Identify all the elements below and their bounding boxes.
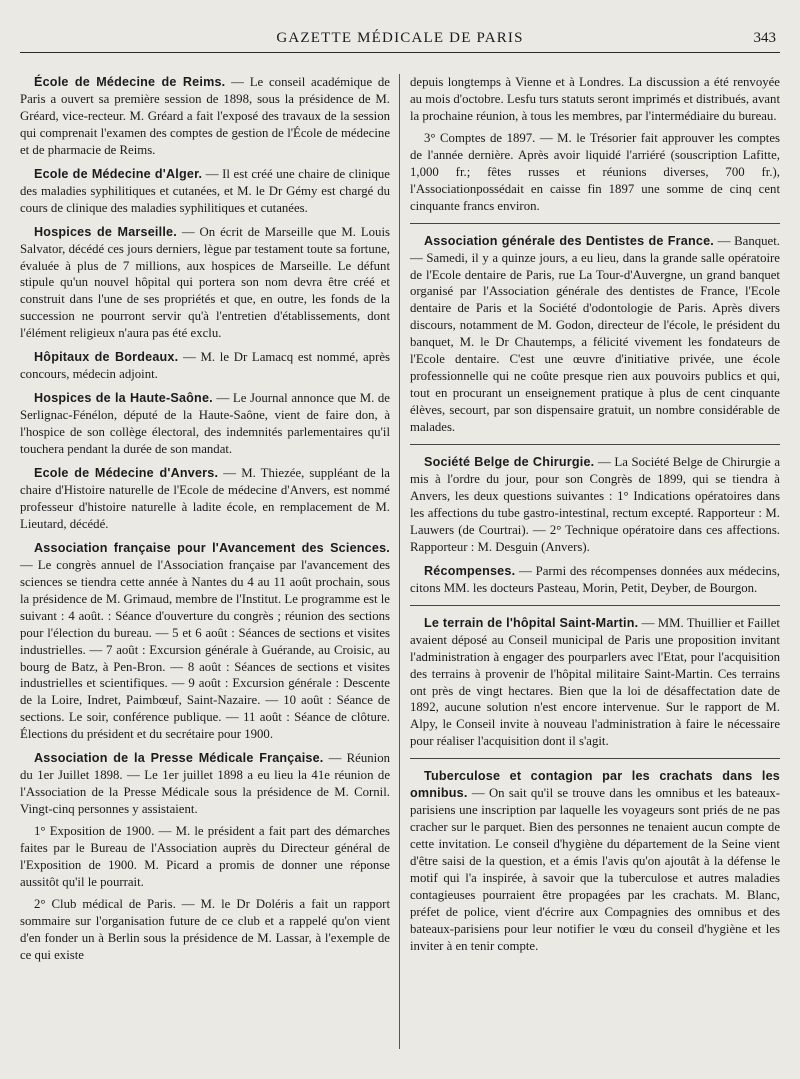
article-headline: Ecole de Médecine d'Alger. (34, 166, 203, 181)
right-column (410, 74, 780, 1071)
article-societe-belge-chirurgie (410, 454, 780, 556)
article-body: — Il est créé une chaire de clinique des maladies syphilitiques et cutanées, et M. le Dr Gémy est chargé du cours de clinique des maladies syphilitiques et cutanées. (20, 166, 390, 215)
article-club-medical (20, 896, 390, 964)
article-headline: Ecole de Médecine d'Anvers. (34, 466, 219, 481)
article-body: — Banquet. — Samedi, il y a quinze jours, a eu lieu, dans la grande salle opératoire de l'Ecole dentaire de Paris, rue La Tour-d'Auvergne, un grand banquet organisé par l'Association générale des dentistes de France, l'Ecole dentaire de Paris et la Société d'odontologie de Paris. Après divers discours, notamment de M. Godon, directeur de l'école, le président du banquet, M. le Dr Chautemps, a félicité vivement les fondateurs de l'Ecole dentaire. C'est une œuvre d'initiative privée, une école professionnelle qui ne coûte presque rien aux pouvoirs publics et qui, tout en procurant un enseignement pratique à plus de cent cinquante élèves, secourt, par son dispensaire gratuit, un nombre considérable de malades. (410, 233, 780, 435)
article-body: — M. Thiezée, suppléant de la chaire d'Histoire naturelle de l'Ecole de médecine d'Anvers, est nommé professeur d'histoire naturelle à ladite école, en remplacement de M. Lieutard, décédé. (20, 466, 390, 531)
article-headline: Association générale des Dentistes de France. (424, 233, 714, 248)
article-separator (410, 605, 780, 606)
article-headline: Hospices de Marseille. (34, 224, 177, 239)
article-association-avancement-sciences (20, 540, 390, 743)
article-body: — Le congrès annuel de l'Association française par l'avancement des sciences se tiendra cette année à Nantes du 4 au 11 août prochain, sous la présidence de M. Grimaud, membre de l'Institut. Le programme est le suivant : 4 août. : Séance d'ouverture du congrès ; réunion des sections pour l'élection du bureau. — 5 et 6 août : Séances de sections et visites industrielles. — 7 août : Excursion générale à Guérande, au Croisic, au bourg de Batz, à Pen-Bron. — 8 août : Séances de sections et visites industrielles et scientifiques. — 9 août : Excursion générale : Descente de la Loire, Indret, Paimbœuf, Saint-Nazaire. — 10 août : Séance de sections. Le soir, conférence publique. — 11 août : Séance de clôture. Élections du président et du secrétaire pour 1900. (20, 557, 390, 742)
article-hospices-marseille (20, 224, 390, 343)
article-body: — M. le Dr Lamacq est nommé, après concours, médecin adjoint. (20, 350, 390, 382)
article-body: — On écrit de Marseille que M. Louis Salvator, décédé ces jours derniers, lègue par testament toute sa fortune, évaluée à plus de 7 millions, aux hospices de Marseille. Le défunt stipule qu'un nouvel hôpital qui portera son nom devra être créé et construit dans l'une de ses propriétés et que, en outre, les fonds de la succession ne pourront servir qu'à l'entretien d'établissements, dont l'élément religieux n'aura pas été exclu. (20, 224, 390, 341)
running-title: GAZETTE MÉDICALE DE PARIS (276, 30, 524, 46)
article-body: — Parmi des récompenses données aux médecins, citons MM. les docteurs Pasteau, Morin, Petit, Deyber, de Bourgon. (410, 563, 780, 595)
article-ecole-alger (20, 166, 390, 217)
article-headline: Hôpitaux de Bordeaux. (34, 350, 179, 365)
column-divider (399, 74, 400, 1049)
article-body: 1° Exposition de 1900. — M. le président a fait part des démarches faites par le Bureau de l'Association auprès du Directeur général de l'Exposition de 1900. M. Picard a promis de donner une réponse aussitôt qu'il le pourrait. (20, 824, 390, 889)
article-headline: Association française pour l'Avancement des Sciences. (34, 540, 390, 555)
article-body: — On sait qu'il se trouve dans les omnibus et les bateaux-parisiens une inscription par laquelle les voyageurs sont priés de ne pas cracher sur le parquet. Bien des personnes ne tenaient aucun compte de cette invitation. Le conseil d'hygiène du département de la Seine vient d'être saisi de la question, et a émis l'avis qu'on ajoutât à la défense le motif qui l'a inspirée, à savoir que la tuberculose et autres maladies contagieuses pourraient être propagées par les crachats. M. Blanc, préfet de police, vient d'écrire aux Compagnies des omnibus et des bateaux-parisiens pour leur notifier le vœu du conseil d'hygiène et les inviter à en tenir compte. (410, 786, 780, 953)
page-header (20, 28, 780, 53)
left-column (20, 74, 390, 1071)
article-headline: Association de la Presse Médicale Française. (34, 751, 324, 766)
article-separator (410, 223, 780, 224)
article-headline: Tuberculose et contagion par les crachats dans les omnibus. (410, 769, 780, 801)
article-body: — Le conseil académique de Paris a ouvert sa première session de 1898, sous la présidence de M. Gréard, vice-recteur. M. Gréard a fait l'exposé des travaux de la session qui comprenait l'examen des comptes de gestion de l'École de médecine et de pharmacie de Reims. (20, 75, 390, 157)
article-exposition-1900 (20, 823, 390, 891)
article-tuberculose-omnibus (410, 768, 780, 954)
article-headline: Récompenses. (424, 563, 516, 578)
article-body: depuis longtemps à Vienne et à Londres. La discussion a été renvoyée au mois d'octobre. Lesfu turs statuts seront imprimés et distribués, avant la prochaine réunion, à tous les membres, par l'intermédiaire du bureau. (410, 75, 780, 123)
article-ecole-anvers (20, 465, 390, 533)
article-presse-medicale (20, 750, 390, 818)
article-continuation (410, 74, 780, 125)
article-body: — La Société Belge de Chirurgie a mis à l'ordre du jour, pour son Congrès de 1899, qui se tiendra à Anvers, les deux questions suivantes : 1° Indications opératoires dans les affections du tube gastro-intestinal, rectum excepté. Rapporteur : M. Lauwers (de Courtrai). — 2° Technique opératoire dans ces affections. Rapporteur : M. Desguin (Anvers). (410, 455, 780, 554)
article-hopitaux-bordeaux (20, 349, 390, 383)
page-number: 343 (753, 30, 776, 46)
article-separator (410, 758, 780, 759)
article-body: 3° Comptes de 1897. — M. le Trésorier fait approuver les comptes de l'année dernière. Après avoir liquidé l'arriéré (souscription Lafitte, 1,000 fr.; fêtes russes et réunions diverses, 700 fr.), l'Associationpossédait en caisse fin 1897 une somme de cinq cent cinquante francs environ. (410, 130, 780, 213)
article-body: 2° Club médical de Paris. — M. le Dr Doléris a fait un rapport sommaire sur l'organisation future de ce club et a rappelé qu'on vient d'en fonder un à Berlin sous la présidence de M. Lassar, à l'exemple de ce qui existe (20, 896, 390, 962)
article-ecole-reims (20, 74, 390, 159)
article-headline: Le terrain de l'hôpital Saint-Martin. (424, 615, 639, 630)
article-body: — Le Journal annonce que M. de Serlignac-Fénélon, député de la Haute-Saône, vient de faire don, à l'hospice de son collège électoral, des indemnités parlementaires qu'il touchera pendant la durée de son mandat. (20, 391, 390, 457)
article-headline: École de Médecine de Reims. (34, 75, 226, 89)
article-recompenses (410, 563, 780, 597)
article-hospices-haute-saone (20, 390, 390, 458)
article-headline: Hospices de la Haute-Saône. (34, 391, 213, 406)
article-body: — MM. Thuillier et Faillet avaient déposé au Conseil municipal de Paris une proposition invitant l'administration à engager des pourparlers avec l'Etat, pour l'acquisition des terrains à provenir de l'hôpital militaire Saint-Martin. Ces terrains ont près de vingt hectares. Bien que la loi de désaffectation date de 1892, aucune solution n'est encore intervenue. Sur le rapport de M. Alpy, le Conseil invite à nouveau l'administration à faire le nécessaire pour réaliser l'acquisition dont il s'agit. (410, 615, 780, 749)
article-body: — Réunion du 1er Juillet 1898. — Le 1er juillet 1898 a eu lieu la 41e réunion de l'Association de la Presse Médicale sous la présidence de M. Cornil. Vingt-cinq personnes y assistaient. (20, 751, 390, 817)
article-hopital-saint-martin (410, 615, 780, 751)
article-headline: Société Belge de Chirurgie. (424, 455, 595, 470)
article-dentistes-france (410, 233, 780, 436)
article-separator (410, 444, 780, 445)
article-comptes-1897 (410, 130, 780, 215)
